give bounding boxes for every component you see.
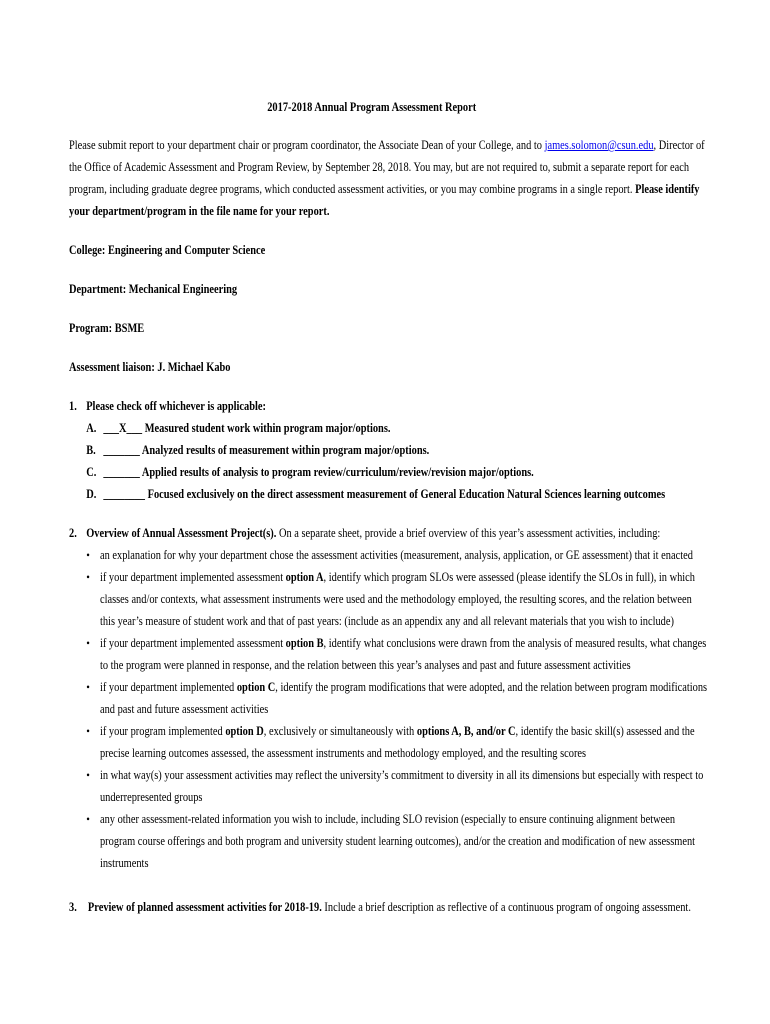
bullet-text: any other assessment-related information you wish to include, including SLO revision (especially to ensure continuing alignment between program course offerings and both program and university student learning outcomes), and/or the creation and modification of new assessment instruments: [99, 812, 696, 870]
option-b[interactable]: [69, 439, 709, 461]
option-text: ___X___ Measured student work within program major/options.: [103, 421, 391, 435]
list-item: [69, 566, 709, 632]
bullet-text: if your department implemented: [99, 680, 237, 694]
bullet-text: an explanation for why your department chose the assessment activities (measurement, analysis, application, or GE assessment) that it enacted: [99, 548, 693, 562]
section-1: [69, 395, 709, 505]
bullet-text: if your program implemented: [99, 724, 226, 738]
section-2-heading: [69, 522, 709, 544]
bullet-icon: •: [86, 724, 90, 738]
bullet-bold: option A: [285, 570, 324, 584]
option-c[interactable]: [69, 461, 709, 483]
option-letter: A.: [86, 421, 97, 435]
section-1-heading: [69, 395, 709, 417]
list-item: [69, 676, 709, 720]
section-2-number: 2.: [69, 526, 77, 540]
bullet-icon: •: [86, 636, 90, 650]
section-1-title: Please check off whichever is applicable:: [86, 399, 266, 413]
section-1-number: 1.: [69, 399, 77, 413]
section-2-lead: On a separate sheet, provide a brief overview of this year’s assessment activities, including:: [276, 526, 661, 540]
option-letter: D.: [86, 487, 97, 501]
bullet-text: , identify the program modifications that were adopted, and the relation between program modifications and past and future assessment activities: [99, 680, 708, 716]
section-3-title: Preview of planned assessment activities for 2018-19.: [87, 900, 322, 914]
option-text: _______ Analyzed results of measurement within program major/options.: [103, 443, 430, 457]
bullet-text: if your department implemented assessment: [99, 636, 286, 650]
bullet-icon: •: [86, 548, 90, 562]
report-title: 2017-2018 Annual Program Assessment Report: [267, 100, 477, 114]
bullet-text: , identify which program SLOs were assessed (please identify the SLOs in full), in which classes and/or contexts, what assessment instruments were used and the methodology employed, the resulting scores, and the relation between this year’s measure of student work and that of past years: (include as an appendix any and all relevant materials that you wish to include): [99, 570, 695, 628]
bullet-bold: option D: [225, 724, 264, 738]
option-d[interactable]: [69, 483, 709, 505]
bullet-text: , identify the basic skill(s) assessed and the precise learning outcomes assessed, the assessment instruments and methodology employed, and the resulting scores: [99, 724, 695, 760]
document-page: [69, 96, 709, 918]
college-field: College: Engineering and Computer Science: [69, 243, 266, 257]
bullet-icon: •: [86, 768, 90, 782]
department-field: Department: Mechanical Engineering: [69, 282, 238, 296]
intro-text-1: Please submit report to your department chair or program coordinator, the Associate Dean of your College, and to: [69, 138, 545, 152]
bullet-text: in what way(s) your assessment activities may reflect the university’s commitment to diversity in all its dimensions but especially with respect to underrepresented groups: [99, 768, 704, 804]
section-3-number: 3.: [69, 900, 77, 914]
list-item: [69, 720, 709, 764]
option-text: _______ Applied results of analysis to program review/curriculum/review/revision major/options.: [103, 465, 534, 479]
list-item: [69, 544, 709, 566]
bullet-bold: options A, B, and/or C: [416, 724, 516, 738]
list-item: [69, 764, 709, 808]
section-2-bullet-list: [69, 544, 709, 874]
option-text: ________ Focused exclusively on the direct assessment measurement of General Education Natural Sciences learning outcomes: [103, 487, 666, 501]
bullet-text: , identify what conclusions were drawn from the analysis of measured results, what changes to the program were planned in response, and the relation between this year’s analyses and past and future assessment activities: [99, 636, 707, 672]
list-item: [69, 808, 709, 874]
bullet-text: , exclusively or simultaneously with: [263, 724, 417, 738]
section-3: [69, 896, 709, 918]
program-field: Program: BSME: [69, 321, 145, 335]
liaison-field: Assessment liaison: J. Michael Kabo: [69, 360, 231, 374]
intro-bold-instruction: Please identify your department/program in the file name for your report.: [69, 182, 700, 218]
intro-text-2: , Director of the Office of Academic Assessment and Program Review, by September 28, 2018. You may, but are not required to, submit a separate report for each program, including graduate degree programs, which conducted assessment activities, or you may combine programs in a single report.: [69, 138, 705, 196]
bullet-icon: •: [86, 680, 90, 694]
option-letter: B.: [86, 443, 96, 457]
list-item: [69, 632, 709, 676]
bullet-icon: •: [86, 812, 90, 826]
bullet-text: if your department implemented assessment: [99, 570, 286, 584]
intro-paragraph: [69, 134, 709, 222]
option-a[interactable]: [69, 417, 709, 439]
section-2: [69, 522, 709, 874]
section-3-text: Include a brief description as reflective of a continuous program of ongoing assessment.: [321, 900, 691, 914]
option-letter: C.: [86, 465, 97, 479]
bullet-bold: option B: [285, 636, 324, 650]
bullet-icon: •: [86, 570, 90, 584]
bullet-bold: option C: [236, 680, 276, 694]
email-link[interactable]: james.solomon@csun.edu: [544, 138, 654, 152]
section-2-title: Overview of Annual Assessment Project(s).: [86, 526, 277, 540]
